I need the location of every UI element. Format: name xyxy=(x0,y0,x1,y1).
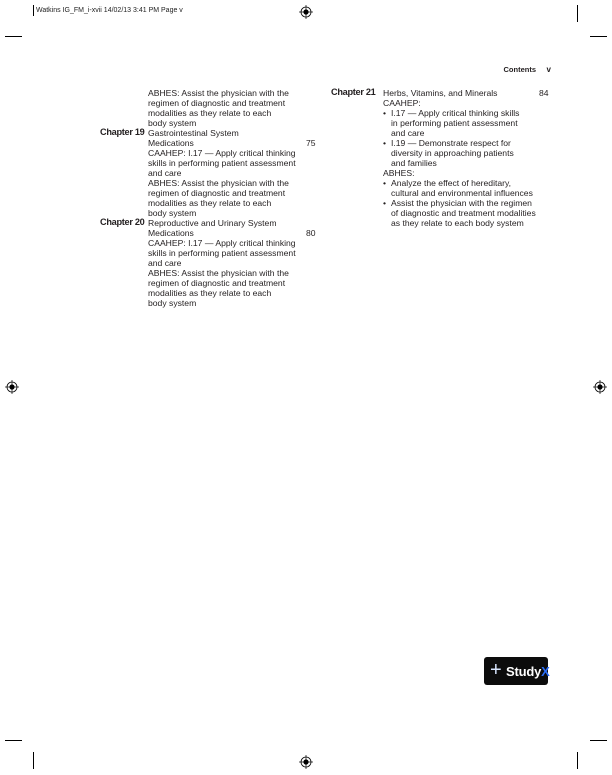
chapter-20-body-line: body system xyxy=(148,298,197,308)
caahep-item-2-line: I.19 — Demonstrate respect for xyxy=(391,138,511,148)
chapter-20-label: Chapter 20 xyxy=(100,217,145,227)
abhes-label: ABHES: xyxy=(383,168,415,178)
chapter-20-body-line: ABHES: Assist the physician with the xyxy=(148,268,289,278)
slug-text: Watkins IG_FM_i-xvii 14/02/13 3:41 PM Page v xyxy=(36,7,183,14)
chapter-19-label: Chapter 19 xyxy=(100,127,145,137)
studyx-badge[interactable] xyxy=(484,657,548,685)
chapter-20-title: Medications xyxy=(148,228,194,238)
caahep-item-2-line: and families xyxy=(391,158,437,168)
abhes-item-2-line: Assist the physician with the regimen xyxy=(391,198,532,208)
caahep-item-1-line: I.17 — Apply critical thinking skills xyxy=(391,108,520,118)
chapter-19-page: 75 xyxy=(306,138,316,148)
chapter-20-body-line: and care xyxy=(148,258,182,268)
plus-icon: + xyxy=(490,659,502,681)
chapter-19-body-line: skills in performing patient assessment xyxy=(148,158,296,168)
chapter-19-body-line: regimen of diagnostic and treatment xyxy=(148,188,286,198)
abhes-item-1-line: Analyze the effect of hereditary, xyxy=(391,178,512,188)
chapter-20-body-line: regimen of diagnostic and treatment xyxy=(148,278,286,288)
chapter-19-body-line: and care xyxy=(148,168,182,178)
intro-line: modalities as they relate to each xyxy=(148,108,272,118)
intro-line: regimen of diagnostic and treatment xyxy=(148,98,286,108)
intro-line: ABHES: Assist the physician with the xyxy=(148,88,289,98)
caahep-label: CAAHEP: xyxy=(383,98,421,108)
chapter-20-body-line: modalities as they relate to each xyxy=(148,288,272,298)
abhes-item-2-line: of diagnostic and treatment modalities xyxy=(391,208,536,218)
chapter-20-body-line: CAAHEP: I.17 — Apply critical thinking xyxy=(148,238,296,248)
chapter-20-title: Reproductive and Urinary System xyxy=(148,218,277,228)
chapter-19-title: Medications xyxy=(148,138,194,148)
running-head-page: v xyxy=(546,65,551,74)
chapter-19-title: Gastrointestinal System xyxy=(148,128,239,138)
crop-mark-bottom-right-h xyxy=(590,740,607,741)
registration-mark-left-icon xyxy=(5,380,19,394)
chapter-19-body-line: CAAHEP: I.17 — Apply critical thinking xyxy=(148,148,296,158)
caahep-item-2-line: diversity in approaching patients xyxy=(391,148,514,158)
crop-mark-bottom-left-h xyxy=(5,740,22,741)
abhes-item-1-line: cultural and environmental influences xyxy=(391,188,533,198)
chapter-20-page: 80 xyxy=(306,228,316,238)
chapter-21-title: Herbs, Vitamins, and Minerals xyxy=(383,88,498,98)
bullet-icon: • xyxy=(383,138,387,148)
right-column xyxy=(0,0,612,240)
caahep-item-1-line: and care xyxy=(391,128,425,138)
bullet-icon: • xyxy=(383,178,387,188)
running-head-title: Contents xyxy=(503,65,536,74)
chapter-21-page: 84 xyxy=(539,88,549,98)
chapter-19-body-line: modalities as they relate to each xyxy=(148,198,272,208)
bullet-icon: • xyxy=(383,108,387,118)
bullet-icon: • xyxy=(383,198,387,208)
chapter-21-label: Chapter 21 xyxy=(331,87,376,97)
abhes-item-2-line: as they relate to each body system xyxy=(391,218,524,228)
intro-line: body system xyxy=(148,118,197,128)
chapter-19-body-line: ABHES: Assist the physician with the xyxy=(148,178,289,188)
chapter-20-body-line: skills in performing patient assessment xyxy=(148,248,296,258)
caahep-item-1-line: in performing patient assessment xyxy=(391,118,518,128)
studyx-wordmark: StudyX xyxy=(506,664,550,679)
crop-mark-bottom-right-v xyxy=(577,752,578,769)
registration-mark-right-icon xyxy=(593,380,607,394)
registration-mark-bottom-icon xyxy=(299,755,313,769)
crop-mark-bottom-left-v xyxy=(33,752,34,769)
chapter-19-body-line: body system xyxy=(148,208,197,218)
